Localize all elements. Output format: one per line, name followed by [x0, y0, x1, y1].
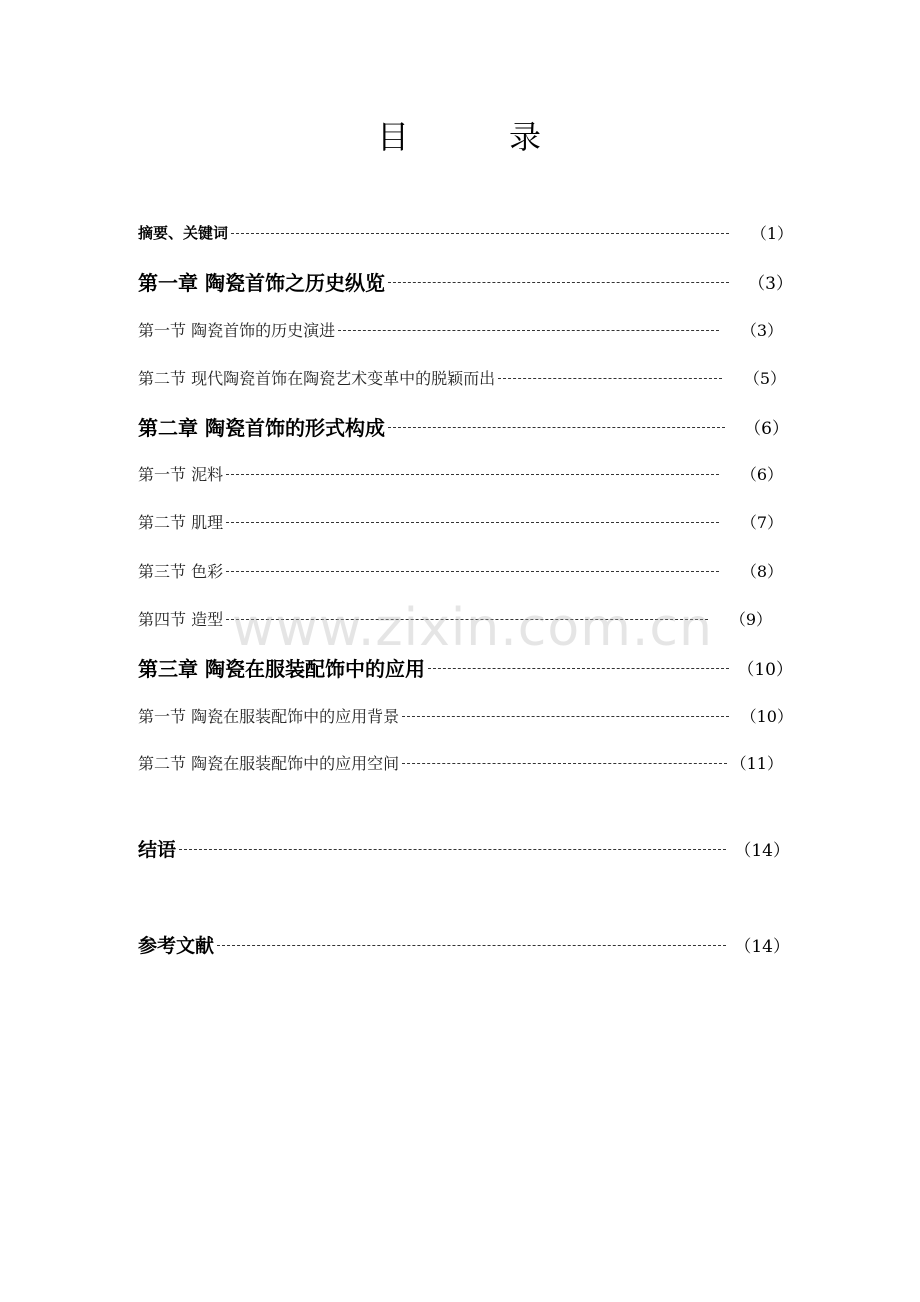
toc-page-number: （10）	[737, 660, 793, 680]
toc-label: 第一节 陶瓷首饰的历史演进	[138, 321, 336, 340]
dot-leader	[226, 474, 719, 475]
toc-entry-section-3-2[interactable]	[138, 751, 783, 774]
toc-label: 第二节 肌理	[138, 513, 224, 532]
toc-label: 第三节 色彩	[138, 562, 224, 581]
toc-page-number: （3）	[740, 321, 783, 340]
toc-entry-section-1-1[interactable]	[138, 318, 783, 341]
toc-page-number: （9）	[729, 610, 772, 629]
dot-leader	[179, 849, 726, 850]
toc-page-number: （14）	[734, 937, 790, 957]
dot-leader	[226, 522, 719, 523]
dot-leader	[428, 668, 729, 669]
toc-page-number: （7）	[740, 513, 783, 532]
watermark: www.zixin.com.cn	[232, 598, 713, 658]
toc-page-number: （1）	[750, 224, 793, 243]
dot-leader	[217, 945, 726, 946]
toc-label: 第一节 陶瓷在服装配饰中的应用背景	[138, 707, 400, 726]
toc-label: 第四节 造型	[138, 610, 224, 629]
toc-entry-abstract[interactable]	[138, 221, 793, 244]
toc-entry-conclusion[interactable]	[138, 835, 790, 862]
toc-page-number: （8）	[740, 562, 783, 581]
toc-entry-chapter-2[interactable]	[138, 412, 789, 441]
dot-leader	[226, 571, 719, 572]
toc-page-number: （11）	[730, 754, 783, 773]
title-char-1: 目	[376, 118, 411, 156]
toc-label: 第二章 陶瓷首饰的形式构成	[138, 416, 385, 440]
page-title	[0, 112, 920, 158]
toc-entry-section-2-2[interactable]	[138, 510, 783, 533]
toc-page-number: （6）	[740, 465, 783, 484]
toc-entry-section-3-1[interactable]	[138, 704, 793, 727]
toc-label: 第二节 现代陶瓷首饰在陶瓷艺术变革中的脱颖而出	[138, 369, 496, 388]
dot-leader	[498, 378, 722, 379]
toc-label: 第一节 泥料	[138, 465, 224, 484]
toc-entry-section-1-2[interactable]	[138, 366, 786, 389]
title-char-2: 录	[509, 118, 544, 156]
dot-leader	[338, 330, 719, 331]
toc-label: 参考文献	[138, 935, 215, 957]
toc-page-number: （6）	[744, 419, 789, 439]
toc-entry-section-2-1[interactable]	[138, 462, 783, 485]
dot-leader	[402, 763, 727, 764]
dot-leader	[388, 282, 729, 283]
toc-page-number: （14）	[734, 841, 790, 861]
toc-page-number: （3）	[748, 274, 793, 294]
dot-leader	[402, 716, 729, 717]
toc-entry-references[interactable]	[138, 931, 790, 958]
dot-leader	[231, 233, 729, 234]
toc-page-number: （5）	[743, 369, 786, 388]
toc-entry-chapter-1[interactable]	[138, 267, 793, 296]
toc-label: 第二节 陶瓷在服装配饰中的应用空间	[138, 754, 400, 773]
toc-label: 第三章 陶瓷在服装配饰中的应用	[138, 657, 425, 681]
toc-label: 摘要、关键词	[138, 224, 229, 242]
toc-label: 结语	[138, 839, 177, 861]
dot-leader	[388, 427, 725, 428]
toc-entry-section-2-3[interactable]	[138, 559, 783, 582]
toc-page-number: （10）	[740, 707, 793, 726]
toc-label: 第一章 陶瓷首饰之历史纵览	[138, 271, 385, 295]
